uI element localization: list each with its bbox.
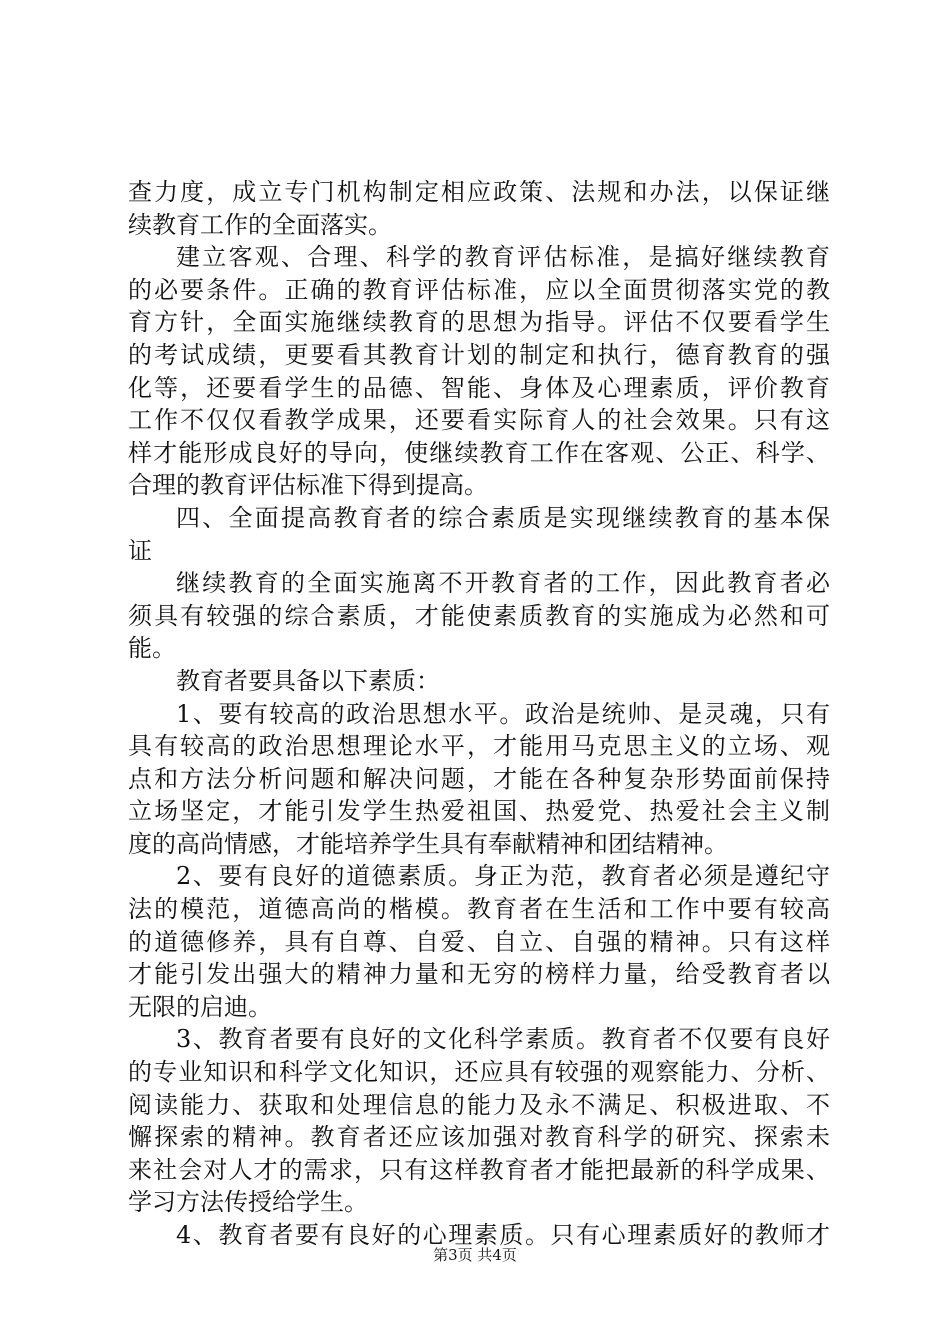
page-footer [0, 1244, 950, 1265]
text-line: 须具有较强的综合素质，才能使素质教育的实施成为必然和可 [128, 601, 830, 630]
text-line: 2、要有良好的道德素质。身正为范，教育者必须是遵纪守 [176, 862, 830, 891]
text-line: 化等，还要看学生的品德、智能、身体及心理素质，评价教育 [128, 373, 830, 402]
text-line: 法的模范，道德高尚的楷模。教育者在生活和工作中要有较高 [128, 895, 830, 924]
text-line: 的必要条件。正确的教育评估标准，应以全面贯彻落实党的教 [128, 275, 830, 304]
text-line: 的道德修养，具有自尊、自爱、自立、自强的精神。只有这样 [128, 927, 830, 956]
text-line: 四、全面提高教育者的综合素质是实现继续教育的基本保 [176, 503, 830, 532]
text-line: 教育者要具备以下素质： [176, 666, 440, 695]
text-line: 的专业知识和科学文化知识，还应具有较强的观察能力、分析、 [128, 1058, 830, 1087]
text-line: 样才能形成良好的导向，使继续教育工作在客观、公正、科学、 [128, 438, 830, 467]
text-line: 工作不仅仅看教学成果，还要看实际育人的社会效果。只有这 [128, 406, 830, 435]
text-line: 的考试成绩，更要看其教育计划的制定和执行，德育教育的强 [128, 340, 830, 369]
text-line: 能。 [128, 634, 176, 663]
text-line: 证 [128, 536, 152, 565]
document-body [128, 176, 830, 1252]
text-line: 继续教育的全面实施离不开教育者的工作，因此教育者必 [176, 569, 830, 598]
text-line: 懈探索的精神。教育者还应该加强对教育科学的研究、探索未 [128, 1123, 830, 1152]
text-line: 合理的教育评估标准下得到提高。 [128, 471, 488, 500]
page-number: 第3页 共4页 [433, 1246, 517, 1264]
text-line: 3、教育者要有良好的文化科学素质。教育者不仅要有良好 [176, 1025, 830, 1054]
text-line: 点和方法分析问题和解决问题，才能在各种复杂形势面前保持 [128, 764, 830, 793]
text-line: 阅读能力、获取和处理信息的能力及永不满足、积极进取、不 [128, 1090, 830, 1119]
text-line: 才能引发出强大的精神力量和无穷的榜样力量，给受教育者以 [128, 960, 830, 989]
text-line: 育方针，全面实施继续教育的思想为指导。评估不仅要看学生 [128, 308, 830, 337]
text-line: 度的高尚情感，才能培养学生具有奉献精神和团结精神。 [128, 829, 728, 858]
text-line: 立场坚定，才能引发学生热爱祖国、热爱党、热爱社会主义制 [128, 797, 830, 826]
text-line: 查力度，成立专门机构制定相应政策、法规和办法，以保证继 [128, 178, 830, 206]
text-line: 1、要有较高的政治思想水平。政治是统帅、是灵魂，只有 [176, 699, 830, 728]
text-line: 来社会对人才的需求，只有这样教育者才能把最新的科学成果、 [128, 1155, 830, 1184]
text-line: 4、教育者要有良好的心理素质。只有心理素质好的教师才 [176, 1221, 830, 1249]
text-line: 续教育工作的全面落实。 [128, 210, 392, 239]
text-line: 学习方法传授给学生。 [128, 1188, 368, 1217]
text-line: 具有较高的政治思想理论水平，才能用马克思主义的立场、观 [128, 732, 830, 761]
text-line: 无限的启迪。 [128, 992, 272, 1021]
text-line: 建立客观、合理、科学的教育评估标准，是搞好继续教育 [176, 243, 830, 272]
